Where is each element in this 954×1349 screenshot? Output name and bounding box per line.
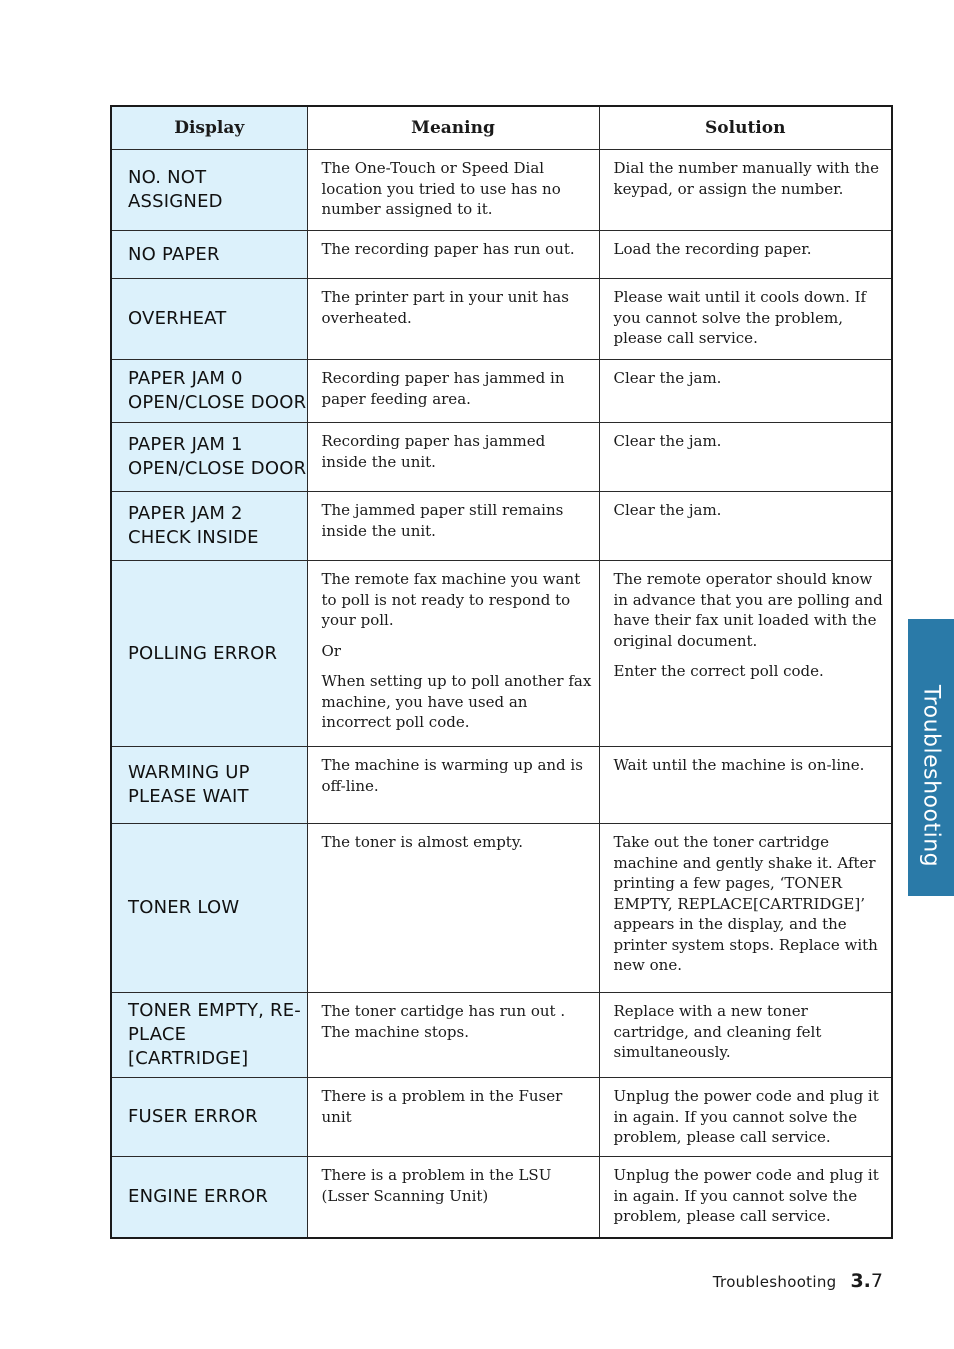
troubleshooting-table: [110, 105, 893, 1239]
meaning-paragraph: Recording paper has jammed in paper feeding area.: [321, 369, 565, 408]
display-message-line: OVERHEAT: [128, 308, 227, 329]
solution-cell: [599, 150, 892, 231]
display-message-line: PLEASE WAIT: [128, 786, 249, 807]
table-row: [111, 279, 892, 360]
solution-cell: [599, 747, 892, 824]
display-message-line: POLLING ERROR: [128, 642, 278, 664]
meaning-cell: [307, 747, 599, 824]
display-message-cell: [111, 824, 307, 993]
solution-cell: [599, 492, 892, 561]
solution-paragraph: Replace with a new toner cartridge, and cleaning felt simultaneously.: [613, 1002, 822, 1061]
meaning-cell: [307, 824, 599, 993]
solution-paragraph: The remote operator should know in advance that you are polling and have their fax unit loaded with the original document.: [613, 570, 883, 650]
solution-paragraph: Take out the toner cartridge machine and gently shake it. After printing a few pages, ‘TONER EMPTY, REPLACE[CARTRIDGE]’ appears in the display, and the printer system stops. Replace with new one.: [613, 833, 878, 974]
table-row: [111, 360, 892, 423]
meaning-cell: [307, 1078, 599, 1157]
solution-paragraph: Dial the number manually with the keypad, or assign the number.: [613, 159, 880, 198]
display-message-line: PAPER JAM 1: [128, 434, 243, 455]
page-number-value: 7: [870, 1270, 883, 1292]
solution-cell: [599, 824, 892, 993]
display-message-cell: [111, 360, 307, 423]
solution-cell: [599, 231, 892, 279]
meaning-paragraph: Or: [321, 641, 341, 660]
display-message-line: CHECK INSIDE: [128, 527, 259, 548]
display-message-cell: [111, 279, 307, 360]
display-message-line: TONER EMPTY, RE-: [128, 1000, 301, 1021]
table-row: [111, 993, 892, 1078]
meaning-paragraph: The toner is almost empty.: [321, 833, 524, 851]
solution-paragraph: Clear the jam.: [613, 369, 722, 387]
meaning-paragraph: There is a problem in the Fuser unit: [321, 1087, 563, 1126]
solution-paragraph: Wait until the machine is on-line.: [613, 756, 865, 774]
display-message-cell: [111, 150, 307, 231]
table-row: [111, 747, 892, 824]
meaning-paragraph: When setting up to poll another fax machine, you have used an incorrect poll code.: [321, 672, 592, 731]
display-message-line: NO PAPER: [128, 243, 220, 265]
solution-cell: [599, 561, 892, 747]
page-footer: [713, 1270, 883, 1292]
meaning-paragraph: The jammed paper still remains inside the unit.: [321, 501, 564, 540]
display-message-line: NO. NOT ASSIGNED: [128, 167, 223, 212]
solution-paragraph: Enter the correct poll code.: [613, 662, 824, 680]
display-message-cell: [111, 423, 307, 492]
display-message-line: PAPER JAM 0: [128, 368, 243, 389]
table-row: [111, 1078, 892, 1157]
meaning-cell: [307, 150, 599, 231]
solution-cell: [599, 423, 892, 492]
header-solution: Solution: [599, 106, 892, 150]
meaning-cell: [307, 360, 599, 423]
display-message-cell: [111, 993, 307, 1078]
meaning-cell: [307, 231, 599, 279]
meaning-paragraph: The recording paper has run out.: [321, 240, 575, 258]
footer-section-title: Troubleshooting: [712, 1273, 837, 1291]
display-message-line: ENGINE ERROR: [128, 1185, 269, 1207]
solution-cell: [599, 360, 892, 423]
solution-paragraph: Unplug the power code and plug it in again. If you cannot solve the problem, please call service.: [613, 1087, 879, 1146]
table-row: [111, 824, 892, 993]
meaning-cell: [307, 423, 599, 492]
solution-paragraph: Clear the jam.: [613, 432, 722, 450]
meaning-paragraph: The remote fax machine you want to poll is not ready to respond to your poll.: [321, 570, 581, 629]
meaning-paragraph: The toner cartidge has run out . The machine stops.: [321, 1002, 566, 1041]
meaning-cell: [307, 1157, 599, 1238]
solution-paragraph: Clear the jam.: [613, 501, 722, 519]
table-row: [111, 492, 892, 561]
table-header-row: [111, 106, 892, 150]
solution-paragraph: Please wait until it cools down. If you cannot solve the problem, please call service.: [613, 288, 867, 347]
page-number: [850, 1270, 883, 1292]
display-message-line: WARMING UP: [128, 762, 250, 783]
display-message-line: OPEN/CLOSE DOOR: [128, 392, 307, 413]
display-message-cell: [111, 1078, 307, 1157]
header-display: Display: [111, 106, 307, 150]
chapter-number: 3.: [850, 1270, 871, 1292]
display-message-cell: [111, 1157, 307, 1238]
table-row: [111, 231, 892, 279]
solution-cell: [599, 1157, 892, 1238]
table-row: [111, 561, 892, 747]
display-message-line: OPEN/CLOSE DOOR: [128, 458, 307, 479]
meaning-paragraph: There is a problem in the LSU (Lsser Scanning Unit): [321, 1166, 552, 1205]
table-row: [111, 1157, 892, 1238]
meaning-cell: [307, 561, 599, 747]
solution-cell: [599, 1078, 892, 1157]
display-message-cell: [111, 561, 307, 747]
solution-paragraph: Load the recording paper.: [613, 240, 812, 258]
table-row: [111, 423, 892, 492]
solution-paragraph: Unplug the power code and plug it in again. If you cannot solve the problem, please call service.: [613, 1166, 879, 1225]
meaning-cell: [307, 492, 599, 561]
meaning-paragraph: Recording paper has jammed inside the unit.: [321, 432, 546, 471]
display-message-line: FUSER ERROR: [128, 1106, 258, 1127]
display-message-line: PLACE [CARTRIDGE]: [128, 1024, 249, 1069]
solution-cell: [599, 993, 892, 1078]
display-message-line: PAPER JAM 2: [128, 503, 243, 524]
solution-cell: [599, 279, 892, 360]
header-meaning: Meaning: [307, 106, 599, 150]
display-message-cell: [111, 747, 307, 824]
meaning-cell: [307, 993, 599, 1078]
table-row: [111, 150, 892, 231]
display-message-line: TONER LOW: [128, 897, 240, 918]
meaning-paragraph: The One-Touch or Speed Dial location you tried to use has no number assigned to it.: [321, 159, 561, 218]
meaning-paragraph: The printer part in your unit has overheated.: [321, 288, 569, 327]
meaning-paragraph: The machine is warming up and is off-line.: [321, 756, 583, 795]
display-message-cell: [111, 492, 307, 561]
display-message-cell: [111, 231, 307, 279]
side-tab-label: Troubleshooting: [918, 684, 944, 868]
meaning-cell: [307, 279, 599, 360]
